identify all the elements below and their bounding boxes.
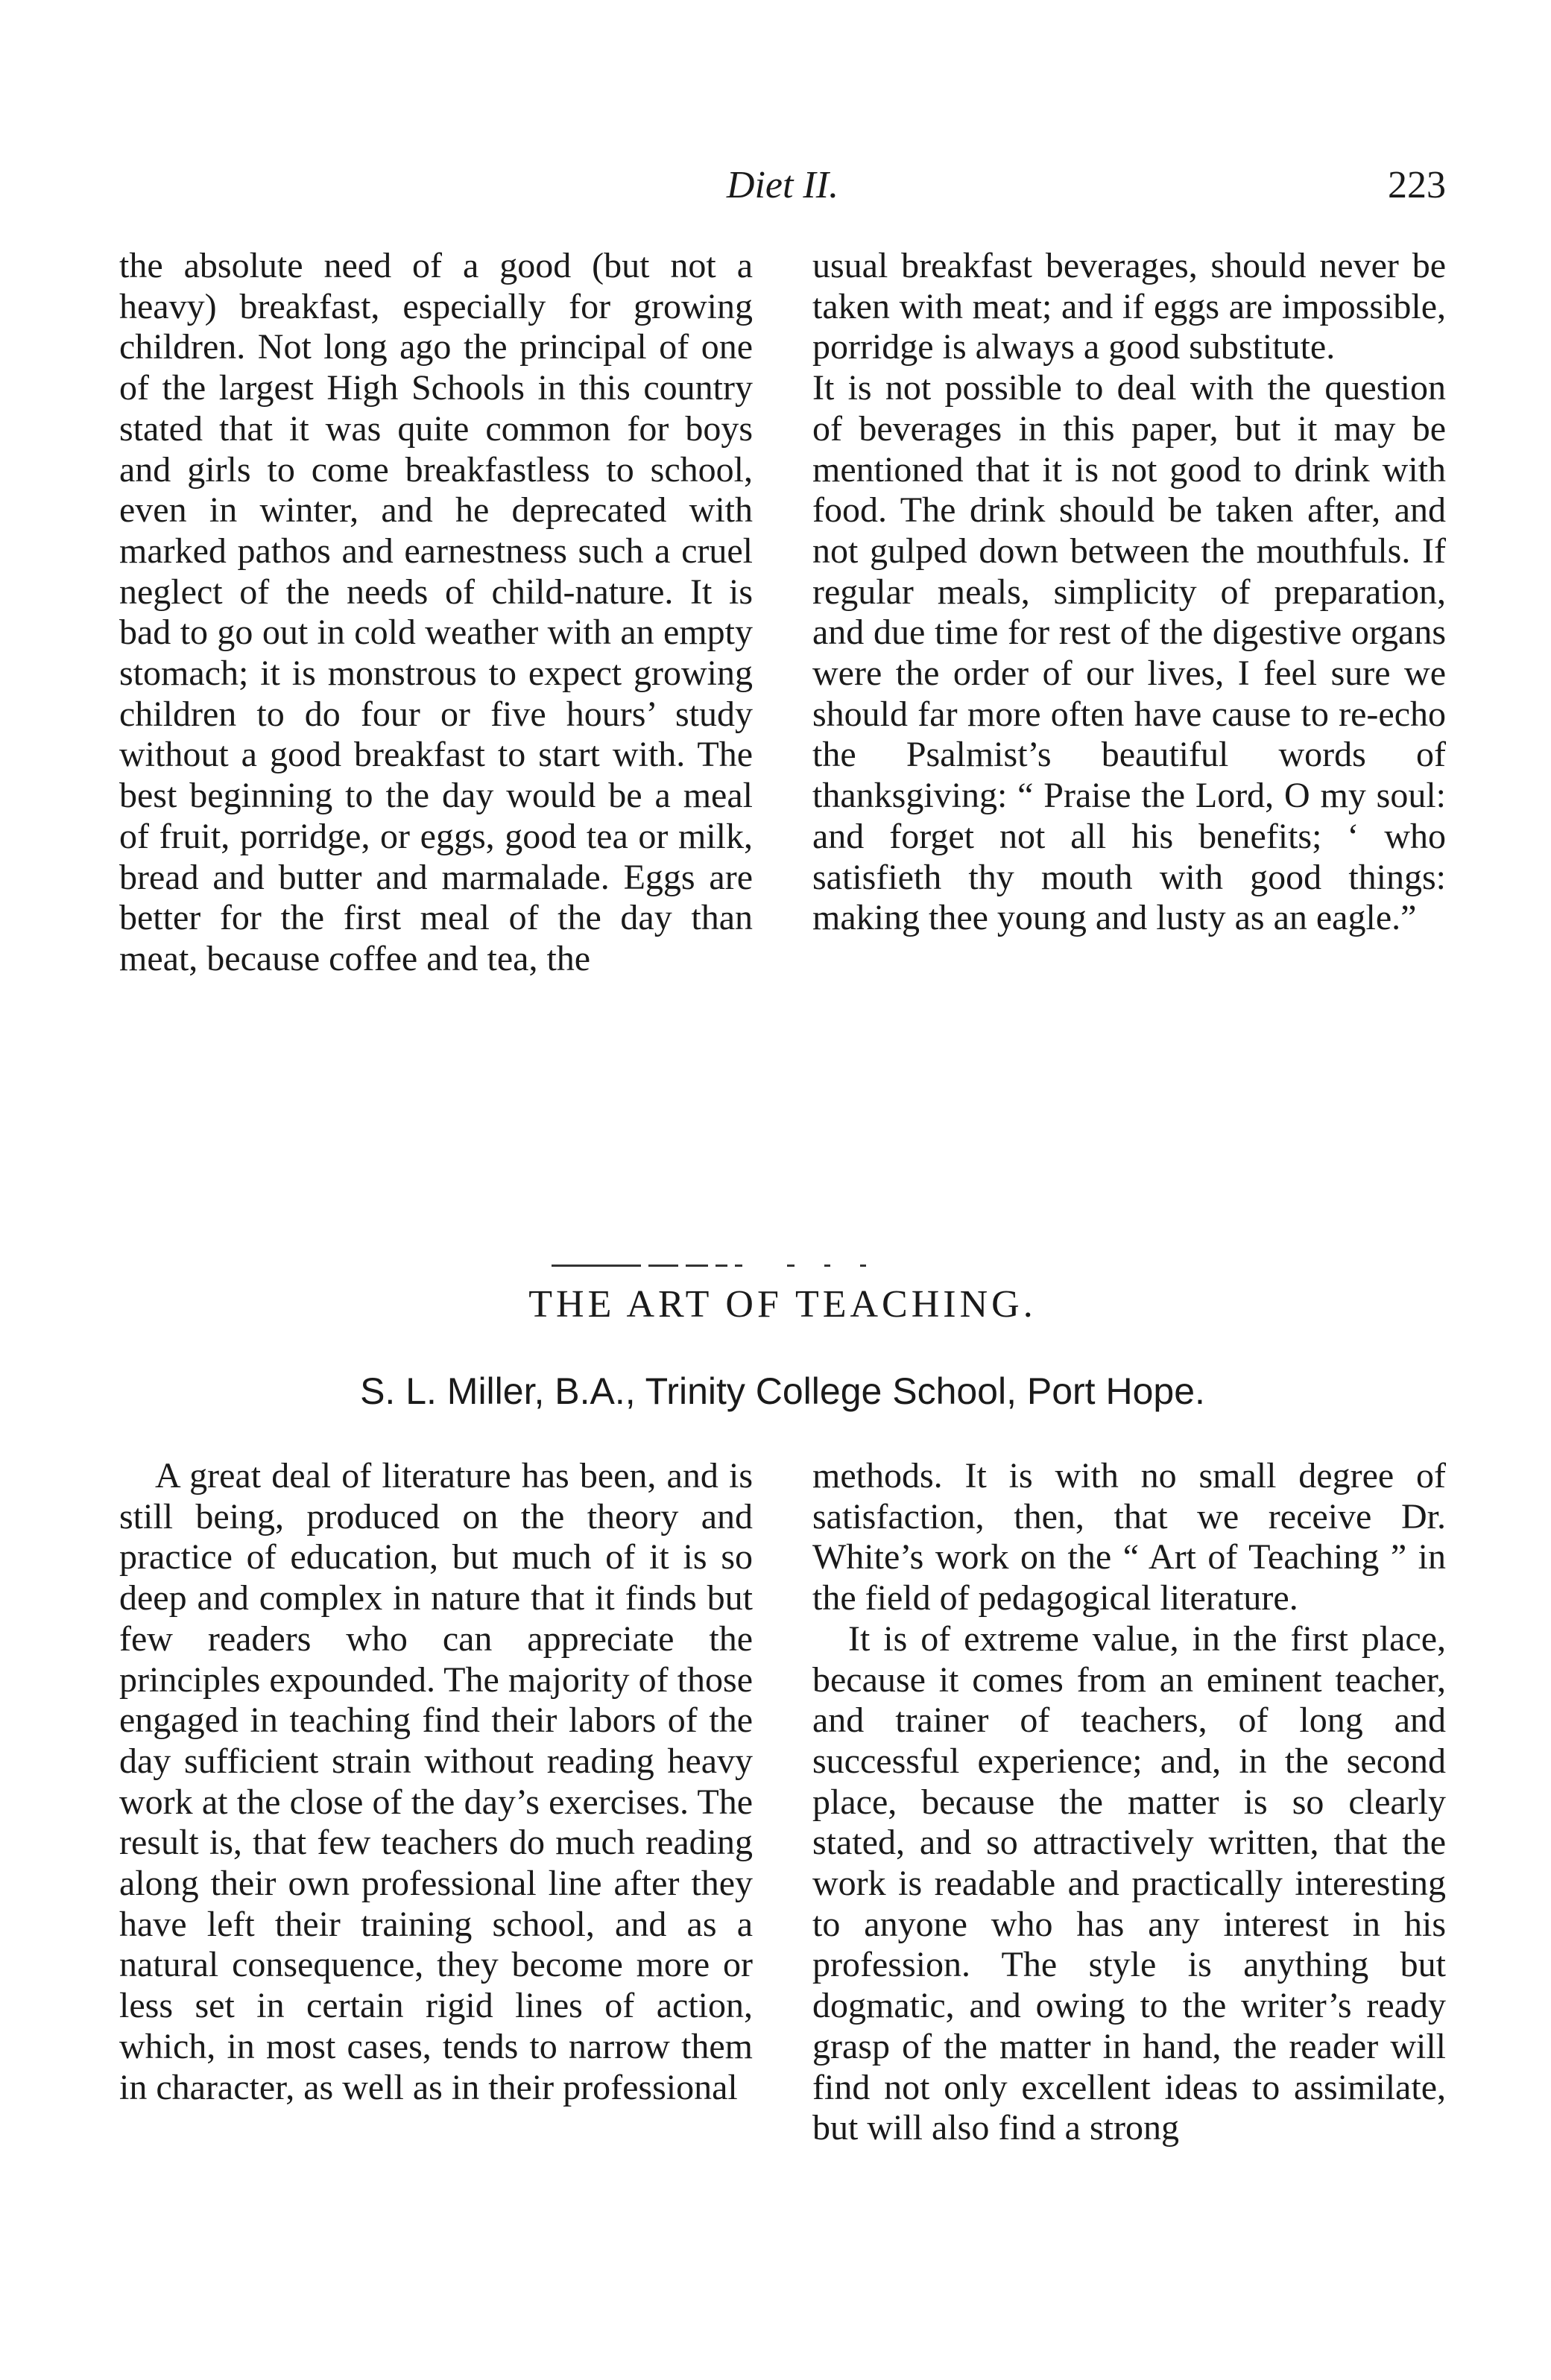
teaching-right-paragraph-2: It is of extreme value, in the first place, because it comes from an eminent teacher, and trainer of teachers, of long and successful experience; and, in the second place, because the matter is so clearly stated, and so attractively written, that the work is readable and practically interesting to anyone who has any interest in his profession. The style is anything but dogmatic, and owing to the writer’s ready grasp of the matter in hand, the reader will find not only excellent ideas to assimilate, but will also find a strong xyxy=(812,1618,1446,2148)
running-title: Diet II. xyxy=(726,164,839,206)
diet-right-paragraph-2: It is not possible to deal with the question of beverages in this paper, but it may be mentioned that it is not good to drink with food. The drink should be taken after, and not gulped down between the mouthfuls. If regular meals, simplicity of preparation, and due time for rest of the digestive organs were the order of our lives, I feel sure we should far more often have cause to re-echo the Psalmist’s beautiful words of thanksgiving: “ Praise the Lord, O my soul: and forget not all his benefits; ‘ who satisfieth thy mouth with good things: making thee young and lusty as an eagle.” xyxy=(812,368,1446,938)
section-divider xyxy=(552,1265,902,1267)
teaching-left-paragraph-1: A great deal of literature has been, and is still being, produced on the theory and practice of education, but much of it is so deep and complex in nature that it finds but few readers who can appreciate the principles expounded. The majority of those engaged in teaching find their labors of the day sufficient strain without reading heavy work at the close of the day’s exercises. The result is, that few teachers do much reading along their own professional line after they have left their training school, and as a natural consequence, they become more or less set in certain rigid lines of action, which, in most cases, tends to narrow them in character, as well as in their professional xyxy=(119,1456,753,2107)
article-byline: S. L. Miller, B.A., Trinity College School, Port Hope. xyxy=(360,1370,1205,1412)
diet-left-paragraph-1: the absolute need of a good (but not a heavy) breakfast, especially for growing children. Not long ago the principal of one of the largest High Schools in this country stated that it was quite common for boys and girls to come breakfastless to school, even in winter, and he deprecated with marked pathos and earnestness such a cruel neglect of the needs of child-nature. It is bad to go out in cold weather with an empty stomach; it is monstrous to expect growing children to do four or five hours’ study without a good breakfast to start with. The best beginning to the day would be a meal of fruit, porridge, or eggs, good tea or milk, bread and butter and marmalade. Eggs are better for the first meal of the day than meat, because coffee and tea, the xyxy=(119,246,753,978)
teaching-right-column xyxy=(812,1456,1446,2149)
diet-right-column xyxy=(812,246,1446,939)
article-title: THE ART OF TEACHING. xyxy=(528,1283,1037,1326)
page-number: 223 xyxy=(1388,164,1446,206)
teaching-right-paragraph-1: methods. It is with no small degree of satisfaction, then, that we receive Dr. White’s work on the “ Art of Teaching ” in the field of pedagogical literature. xyxy=(812,1456,1446,1618)
diet-right-paragraph-1: usual breakfast beverages, should never be taken with meat; and if eggs are impossible, porridge is always a good substitute. xyxy=(812,246,1446,367)
teaching-left-column xyxy=(119,1456,753,2108)
running-header xyxy=(119,159,1446,212)
diet-left-column xyxy=(119,246,753,980)
